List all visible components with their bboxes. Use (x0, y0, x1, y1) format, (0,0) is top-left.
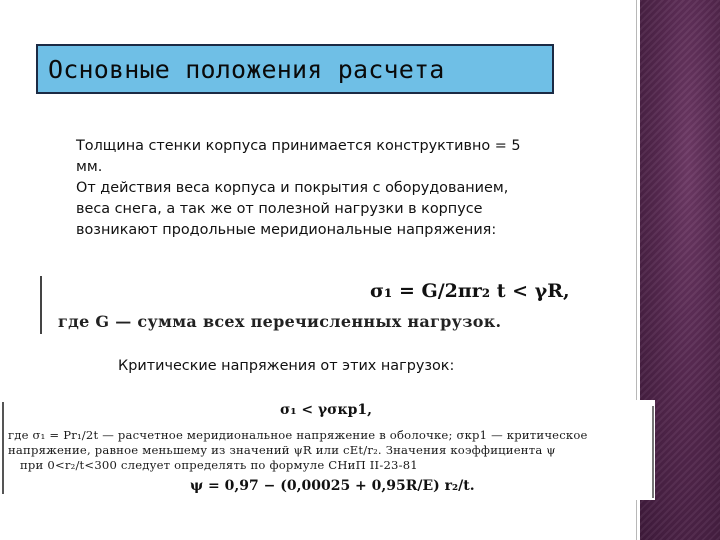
formula-border-left (2, 402, 4, 494)
body-line-4: веса снега, а так же от полезной нагрузки в корпусе (76, 201, 483, 217)
stability-condition-formula: σ₁ < γσкр1, (280, 402, 373, 418)
formula-text-line-2: напряжение, равное меньшему из значений ψR или cEt/r₂. Значения коэффициента ψ (8, 443, 556, 457)
formula-border-left (40, 276, 42, 334)
slide-title: Основные положения расчета (48, 54, 445, 84)
body-line-3: От действия веса корпуса и покрытия с оборудованием, (76, 180, 509, 196)
formula-text-line-1: где σ₁ = Pr₁/2t — расчетное меридиональное напряжение в оболочке; σкр1 — критическое (8, 428, 588, 442)
formula-image-1 (40, 276, 580, 336)
formula-text-line-3: при 0<r₂/t<300 следует определять по формуле СНиП II-23-81 (20, 458, 418, 472)
formula-border-right (652, 406, 654, 498)
formula-image-2 (0, 400, 655, 500)
body-text (76, 136, 576, 241)
title-box (36, 44, 554, 94)
body-line-2: мм. (76, 159, 103, 175)
body-line-1: Толщина стенки корпуса принимается конструктивно = 5 (76, 138, 521, 154)
meridional-stress-formula: σ₁ = G/2πr₂ t < γR, (370, 280, 570, 302)
psi-coefficient-formula: ψ = 0,97 − (0,00025 + 0,95R/E) r₂/t. (190, 478, 475, 494)
formula-explanation: где G — сумма всех перечисленных нагрузок. (58, 312, 502, 331)
critical-stresses-text: Критические напряжения от этих нагрузок: (118, 358, 455, 374)
body-line-5: возникают продольные меридиональные напряжения: (76, 222, 497, 238)
